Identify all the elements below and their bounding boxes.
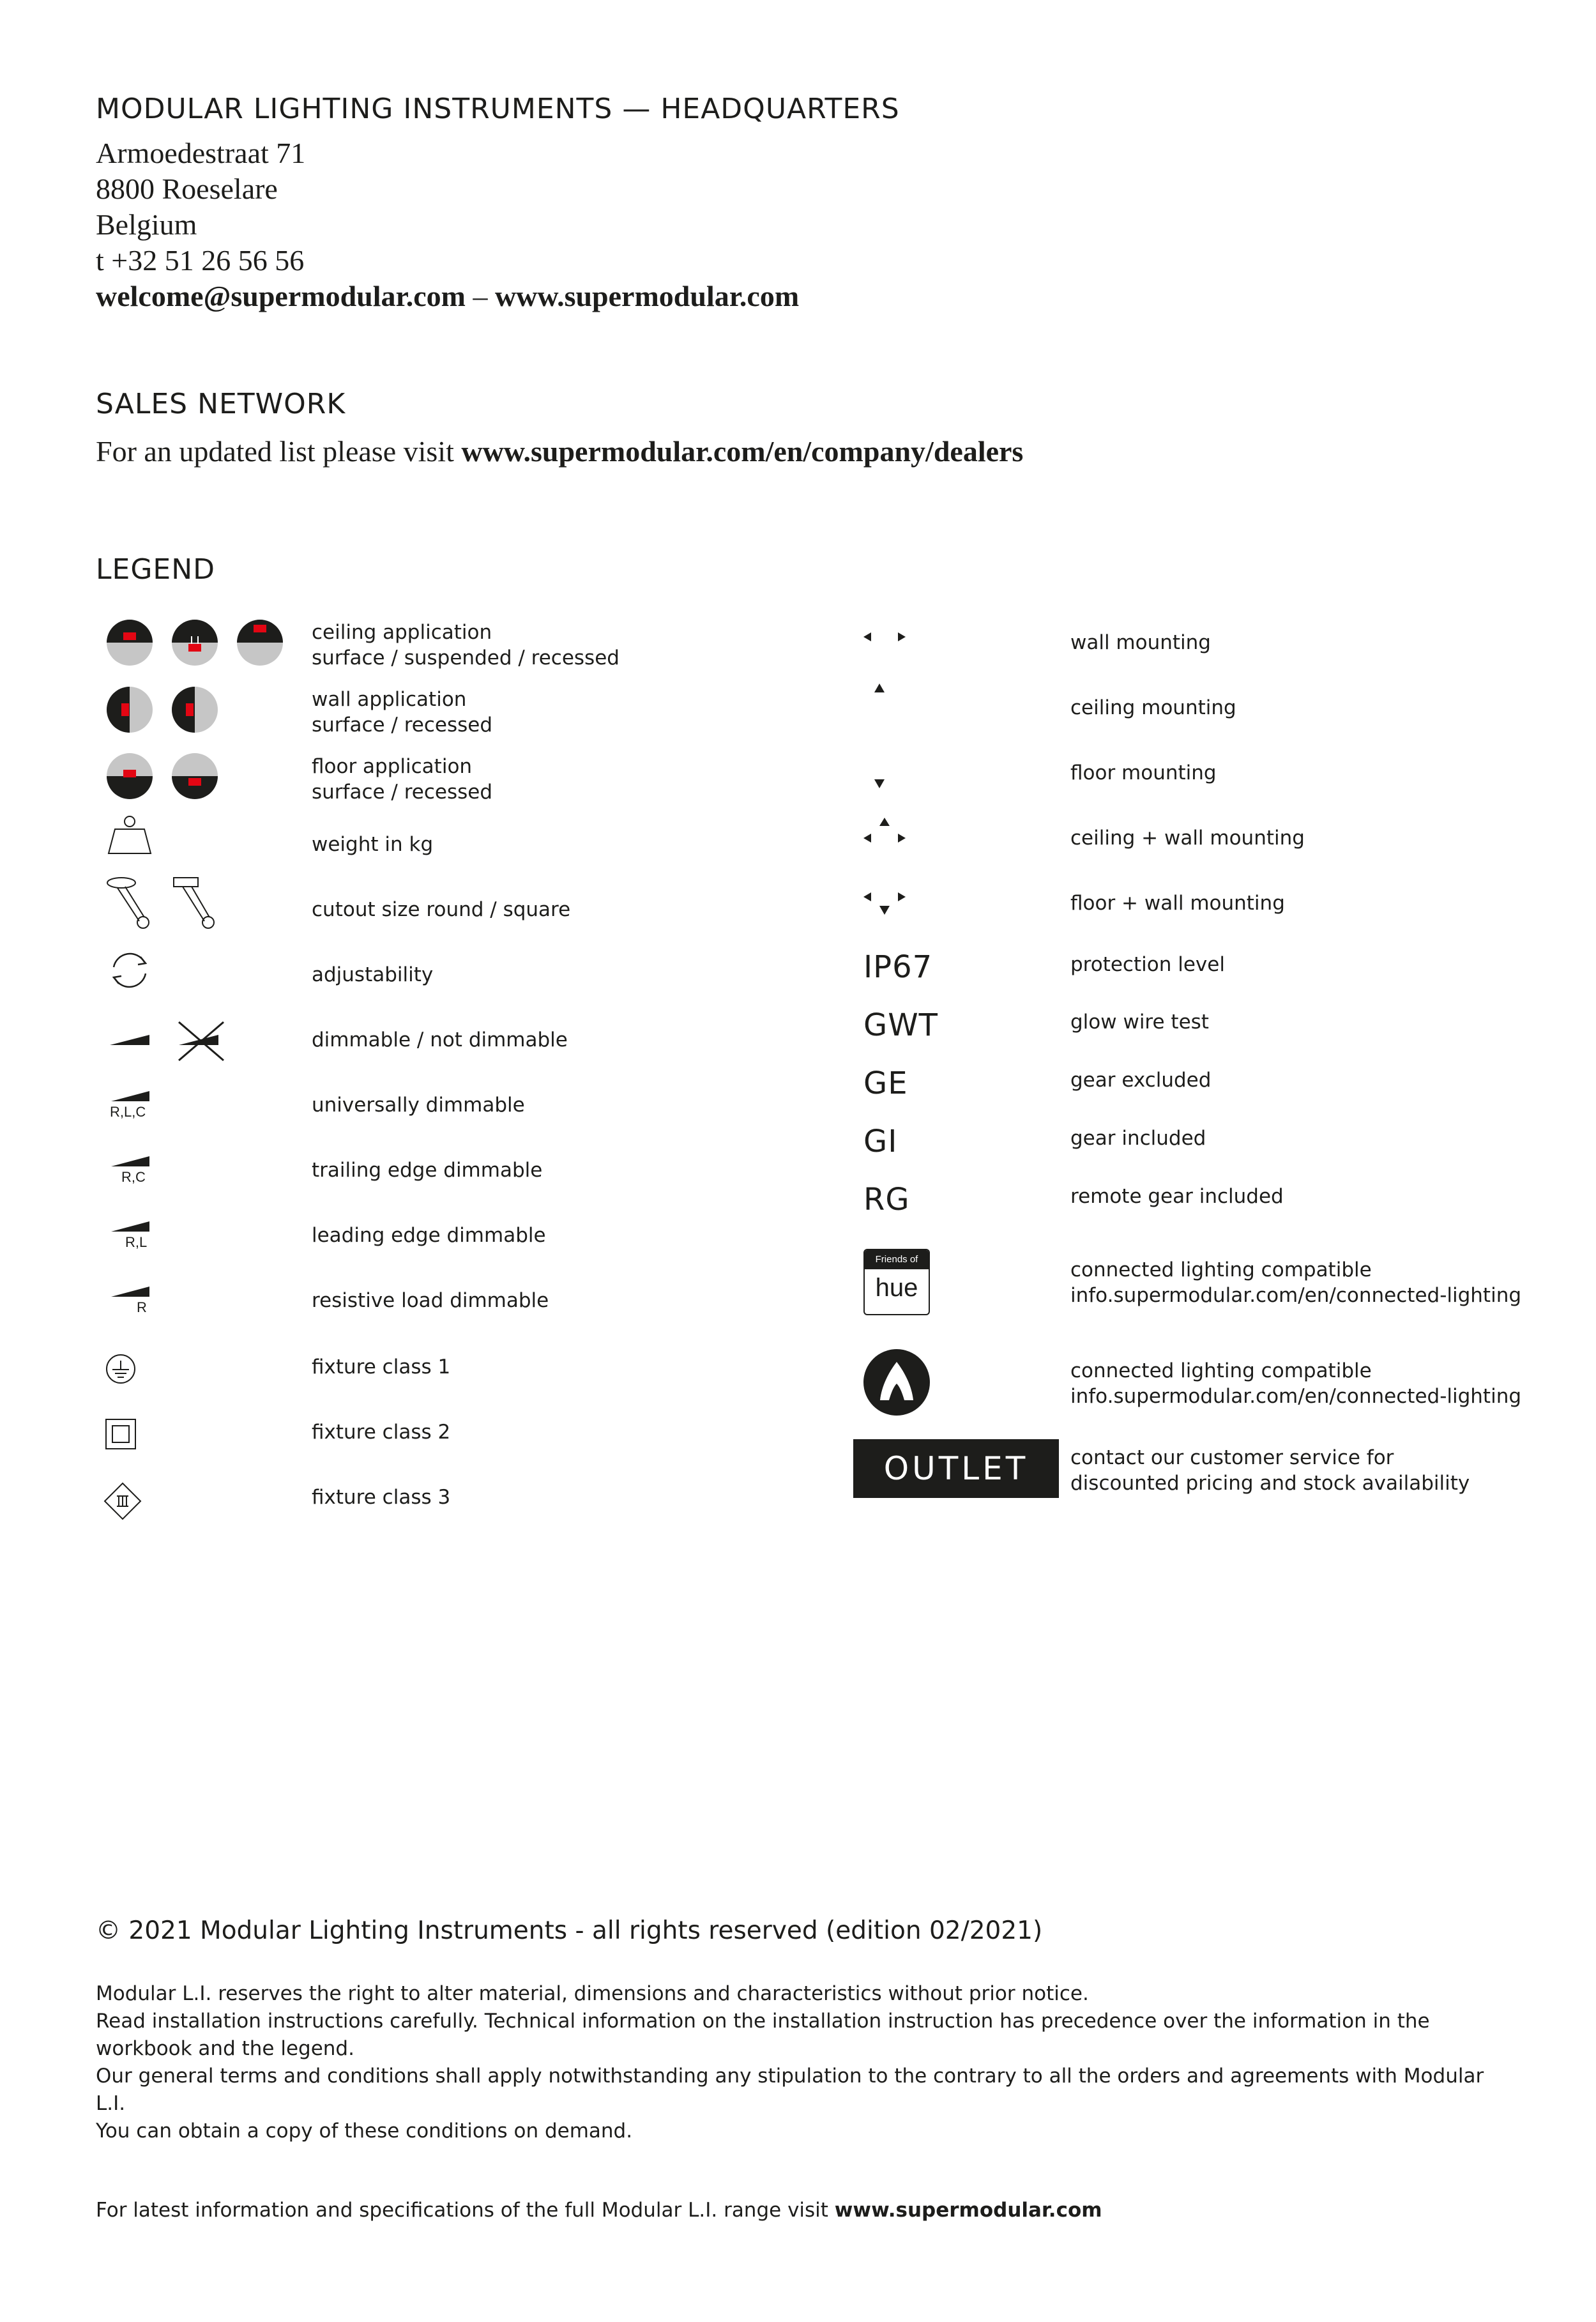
hq-country: Belgium [96, 208, 197, 241]
legend-floor-application [312, 754, 492, 805]
legend-floor-wall-mounting: floor + wall mounting [1070, 892, 1285, 915]
gwt-code: GWT [863, 1007, 938, 1043]
legend-floor-mounting: floor mounting [1070, 761, 1217, 784]
wall-application-icons [102, 685, 230, 734]
hq-street: Armoedestraat 71 [96, 137, 306, 169]
wall-recessed-icon [172, 687, 218, 733]
weight-icon [102, 815, 160, 860]
floor-application-icons [102, 752, 230, 800]
legend-connected-link[interactable]: info.supermodular.com/en/connected-lighting [1070, 1385, 1522, 1408]
legend-remote-gear: remote gear included [1070, 1185, 1284, 1208]
hq-contact-line [96, 279, 799, 314]
legend-floor-application-line1: floor application [312, 755, 473, 778]
leading-edge-tag: R,L [125, 1234, 148, 1250]
gi-code: GI [863, 1124, 898, 1159]
legal-note: Read installation instructions carefully. Technical information on the installation instruction has precedence over the information in the workbook and the legend. [96, 2010, 1430, 2060]
legend-ceiling-application-line1: ceiling application [312, 621, 492, 644]
hq-email-link[interactable]: welcome@supermodular.com [96, 280, 466, 312]
hue-logo-text: hue [875, 1274, 918, 1302]
legend-dimmable: dimmable / not dimmable [312, 1028, 568, 1051]
legend-connected-hue-line1: connected lighting compatible [1070, 1258, 1372, 1281]
legal-note: Modular L.I. reserves the right to alter material, dimensions and characteristics without prior notice. [96, 1982, 1089, 2005]
dealers-link[interactable]: www.supermodular.com/en/company/dealers [461, 435, 1024, 468]
ge-code: GE [863, 1066, 908, 1101]
legend-heading: LEGEND [96, 553, 216, 586]
hq-address [96, 135, 799, 314]
legend-trailing-edge: trailing edge dimmable [312, 1159, 543, 1182]
trailing-edge-dimmable-icon [107, 1151, 158, 1170]
legend-cutout: cutout size round / square [312, 898, 571, 921]
legend-glow-wire-test: glow wire test [1070, 1011, 1209, 1034]
legend-gear-included: gear included [1070, 1127, 1206, 1150]
rg-code: RG [863, 1182, 910, 1218]
wall-mounting-icon [862, 629, 907, 645]
legend-universally-dimmable: universally dimmable [312, 1094, 525, 1117]
legend-connected-lighting-hue [1070, 1257, 1521, 1308]
legend-ceiling-application-line2: surface / suspended / recessed [312, 646, 619, 669]
legend-wall-application [312, 687, 492, 738]
trailing-edge-tag: R,C [121, 1169, 146, 1185]
hq-website-link[interactable]: www.supermodular.com [494, 280, 800, 312]
resistive-load-dimmable-icon [107, 1281, 158, 1301]
cutout-icons [102, 875, 230, 933]
outlet-badge: OUTLET [853, 1439, 1059, 1498]
cutout-round-icon [107, 878, 149, 928]
sales-intro: For an updated list please visit [96, 435, 462, 468]
latest-info-link[interactable]: www.supermodular.com [834, 2199, 1102, 2222]
latest-info-text: For latest information and specifications of the full Modular L.I. range visit [96, 2199, 835, 2222]
legal-notes [96, 1980, 1501, 2145]
legend-ceiling-mounting: ceiling mounting [1070, 696, 1236, 719]
legend-outlet-line1: contact our customer service for [1070, 1446, 1394, 1469]
dimmable-icons [107, 1016, 235, 1067]
sales-text [96, 434, 1023, 468]
legend-resistive-load: resistive load dimmable [312, 1289, 549, 1312]
legal-note: You can obtain a copy of these conditions on demand. [96, 2120, 633, 2143]
fixture-class-2-icon [105, 1418, 143, 1456]
floor-recessed-icon [172, 753, 218, 799]
legend-leading-edge: leading edge dimmable [312, 1224, 546, 1247]
legend-weight: weight in kg [312, 833, 434, 856]
hq-heading: MODULAR LIGHTING INSTRUMENTS — HEADQUARTERS [96, 93, 900, 125]
legal-note: Our general terms and conditions shall apply notwithstanding any stipulation to the contrary to all the orders and agreements with Modular L.I. [96, 2065, 1484, 2115]
legend-floor-application-line2: surface / recessed [312, 781, 493, 804]
legend-connected-line1: connected lighting compatible [1070, 1359, 1372, 1382]
not-dimmable-icon [179, 1022, 224, 1060]
legend-protection-level: protection level [1070, 953, 1225, 976]
fixture-class-3-icon [103, 1482, 144, 1523]
ceiling-recessed-icon [237, 620, 283, 666]
legend-fixture-class-3: fixture class 3 [312, 1486, 451, 1509]
legend-connected-hue-link[interactable]: info.supermodular.com/en/connected-lighting [1070, 1284, 1522, 1307]
connected-lighting-logo-icon [862, 1348, 931, 1417]
resistive-load-tag: R [137, 1299, 147, 1315]
dimmable-icon [110, 1035, 149, 1045]
legend-gear-excluded: gear excluded [1070, 1069, 1212, 1092]
hq-city: 8800 Roeselare [96, 172, 278, 205]
universally-dimmable-icon [107, 1086, 158, 1105]
floor-wall-mounting-icon [862, 888, 907, 919]
legend-outlet [1070, 1445, 1470, 1496]
ip67-code: IP67 [863, 949, 933, 985]
ceiling-mounting-icon [870, 682, 889, 695]
legend-fixture-class-2: fixture class 2 [312, 1421, 451, 1444]
copyright: © 2021 Modular Lighting Instruments - all rights reserved (edition 02/2021) [96, 1916, 1043, 1945]
ceiling-application-icons [102, 618, 294, 667]
floor-mounting-icon [870, 777, 889, 790]
legend-connected-lighting [1070, 1358, 1521, 1409]
friends-of-label: Friends of [865, 1250, 929, 1269]
latest-info [96, 2199, 1102, 2222]
sales-heading: SALES NETWORK [96, 388, 346, 420]
ceiling-suspended-icon [172, 620, 218, 666]
fixture-class-1-icon [105, 1353, 143, 1391]
legend-fixture-class-1: fixture class 1 [312, 1356, 451, 1379]
ceiling-surface-icon [107, 620, 153, 666]
universally-dimmable-tag: R,L,C [110, 1104, 146, 1120]
leading-edge-dimmable-icon [107, 1216, 158, 1235]
legend-wall-application-line2: surface / recessed [312, 714, 493, 737]
legend-wall-application-line1: wall application [312, 688, 467, 711]
legend-outlet-line2: discounted pricing and stock availability [1070, 1472, 1470, 1495]
floor-surface-icon [107, 753, 153, 799]
friends-of-hue-badge [863, 1249, 930, 1315]
legend-wall-mounting: wall mounting [1070, 631, 1211, 654]
hq-separator: – [465, 280, 495, 312]
legend-ceiling-wall-mounting: ceiling + wall mounting [1070, 827, 1305, 850]
wall-surface-icon [107, 687, 153, 733]
legend-adjustability: adjustability [312, 963, 434, 986]
adjustability-icon [107, 948, 152, 993]
ceiling-wall-mounting-icon [862, 816, 907, 847]
legend-ceiling-application [312, 620, 619, 671]
hq-phone: t +32 51 26 56 56 [96, 244, 305, 277]
cutout-square-icon [174, 878, 214, 928]
